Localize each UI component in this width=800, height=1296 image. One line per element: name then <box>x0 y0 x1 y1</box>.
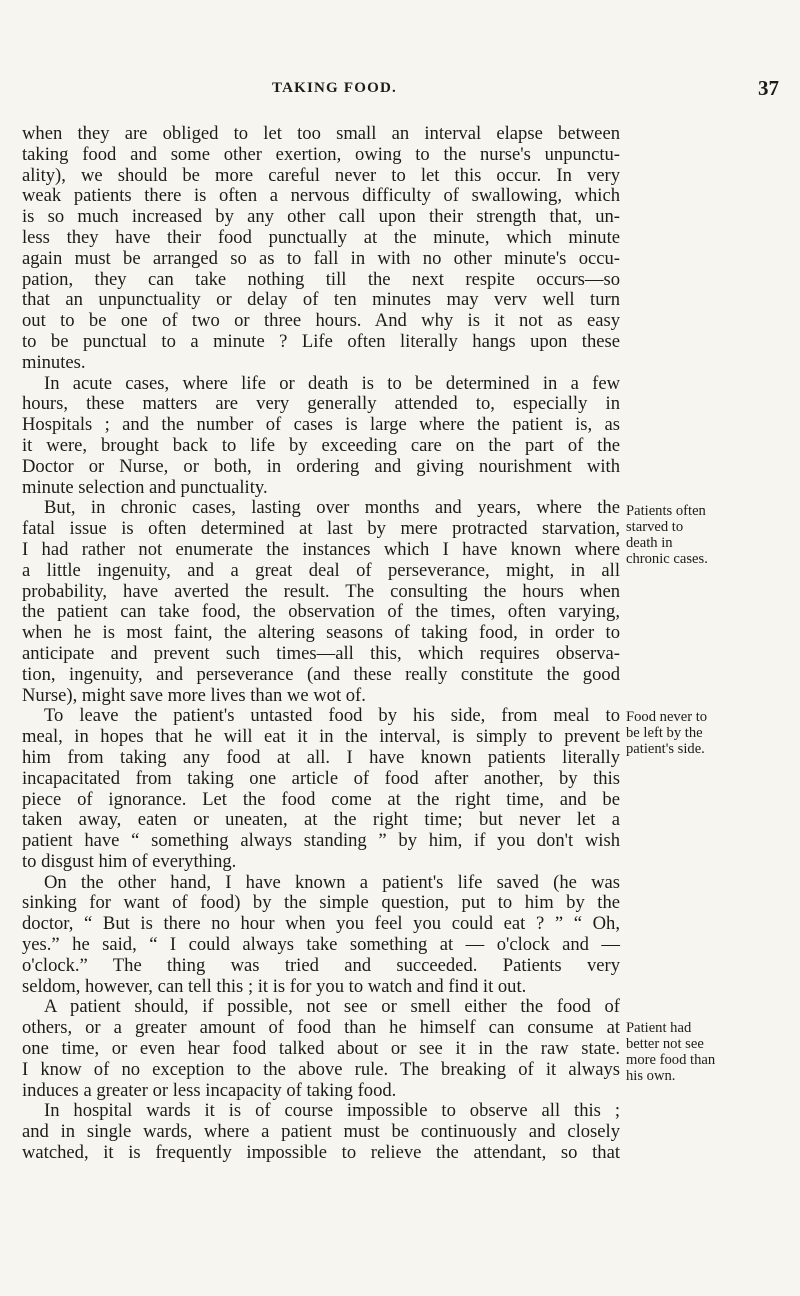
text-line: to disgust him of everything. <box>22 850 237 872</box>
text-line: minute selection and punctuality. <box>22 476 268 498</box>
text-line: him from taking any food at all. I have known patients literally <box>22 746 620 768</box>
text-line: o'clock.” The thing was tried and succeeded. Patients very <box>22 954 620 976</box>
margin-note-see-food <box>626 1020 796 1084</box>
page-number: 37 <box>758 76 779 100</box>
margin-note-line: be left by the <box>626 725 703 741</box>
text-line: to be punctual to a minute ? Life often literally hangs upon these <box>22 330 620 352</box>
text-line: sinking for want of food) by the simple question, put to him by the <box>22 892 620 914</box>
text-line: In acute cases, where life or death is to be determined in a few <box>44 372 620 394</box>
text-line: yes.” he said, “ I could always take something at — o'clock and — <box>22 934 620 956</box>
text-line: doctor, “ But is there no hour when you feel you could eat ? ” “ Oh, <box>22 913 620 935</box>
text-line: piece of ignorance. Let the food come at the right time, and be <box>22 788 620 810</box>
text-line: anticipate and prevent such times—all this, which requires observa- <box>22 642 620 664</box>
text-line: meal, in hopes that he will eat it in the interval, is simply to prevent <box>22 726 620 748</box>
margin-note-line: Food never to <box>626 709 708 725</box>
text-line: fatal issue is often determined at last by mere protracted starvation, <box>22 518 620 540</box>
text-line: hours, these matters are very generally attended to, especially in <box>22 393 620 415</box>
running-title: TAKING FOOD. <box>272 80 397 96</box>
text-line: a little ingenuity, and a great deal of perseverance, might, in all <box>22 559 620 581</box>
text-line: again must be arranged so as to fall in with no other minute's occu- <box>22 247 620 269</box>
margin-note-line: chronic cases. <box>626 551 708 567</box>
text-line: induces a greater or less incapacity of taking food. <box>22 1079 397 1101</box>
margin-note-line: more food than <box>626 1052 716 1068</box>
margin-note-line: death in <box>626 535 673 551</box>
text-line: incapacitated from taking one article of food after another, by this <box>22 767 620 789</box>
text-line: But, in chronic cases, lasting over months and years, where the <box>44 497 620 519</box>
text-line: ality), we should be more careful never to let this occur. In very <box>22 164 620 186</box>
text-line: weak patients there is often a nervous difficulty of swallowing, which <box>22 185 620 207</box>
margin-note-line: Patient had <box>626 1020 692 1036</box>
text-line: one time, or even hear food talked about or see it in the raw state. <box>22 1038 620 1060</box>
text-line: watched, it is frequently impossible to relieve the attendant, so that <box>22 1142 620 1164</box>
text-line: when he is most faint, the altering seasons of taking food, in order to <box>22 622 620 644</box>
text-line: A patient should, if possible, not see or smell either the food of <box>44 996 620 1018</box>
page-header <box>0 76 800 104</box>
text-line: taken away, eaten or uneaten, at the right time; but never let a <box>22 809 620 831</box>
text-line: that an unpunctuality or delay of ten minutes may verv well turn <box>22 289 620 311</box>
text-line: Nurse), might save more lives than we wot of. <box>22 684 366 706</box>
text-line: To leave the patient's untasted food by his side, from meal to <box>44 705 620 727</box>
margin-note-line: starved to <box>626 519 684 535</box>
body-text <box>22 124 620 1164</box>
text-line: Hospitals ; and the number of cases is large where the patient is, as <box>22 414 620 436</box>
text-line: minutes. <box>22 351 86 373</box>
text-line: pation, they can take nothing till the next respite occurs—so <box>22 268 620 290</box>
text-line: In hospital wards it is of course impossible to observe all this ; <box>44 1100 620 1122</box>
margin-note-line: his own. <box>626 1068 676 1084</box>
text-line: it were, brought back to life by exceeding care on the part of the <box>22 434 620 456</box>
text-line: is so much increased by any other call upon their strength that, un- <box>22 206 620 228</box>
text-line: the patient can take food, the observation of the times, often varying, <box>22 601 620 623</box>
text-line: tion, ingenuity, and perseverance (and these really constitute the good <box>22 663 620 685</box>
text-line: On the other hand, I have known a patient's life saved (he was <box>44 871 620 893</box>
margin-note-line: better not see <box>626 1036 704 1052</box>
margin-note-line: patient's side. <box>626 741 705 757</box>
text-line: and in single wards, where a patient must be continuously and closely <box>22 1121 620 1143</box>
text-line: when they are obliged to let too small an interval elapse between <box>22 123 620 144</box>
text-line: others, or a greater amount of food than he himself can consume at <box>22 1017 620 1039</box>
text-line: seldom, however, can tell this ; it is for you to watch and find it out. <box>22 975 527 997</box>
text-line: I know of no exception to the above rule. The breaking of it always <box>22 1058 620 1080</box>
text-line: patient have “ something always standing ” by him, if you don't wish <box>22 830 620 852</box>
margin-note-starved <box>626 503 796 567</box>
text-line: out to be one of two or three hours. And why is it not as easy <box>22 310 620 332</box>
margin-note-line: Patients often <box>626 503 706 519</box>
text-line: Doctor or Nurse, or both, in ordering and giving nourishment with <box>22 455 620 477</box>
text-line: I had rather not enumerate the instances which I have known where <box>22 538 620 560</box>
text-line: probability, have averted the result. The consulting the hours when <box>22 580 620 602</box>
text-line: taking food and some other exertion, owing to the nurse's unpunctu- <box>22 143 620 165</box>
margin-note-food-side <box>626 709 796 757</box>
text-line: less they have their food punctually at the minute, which minute <box>22 226 620 248</box>
